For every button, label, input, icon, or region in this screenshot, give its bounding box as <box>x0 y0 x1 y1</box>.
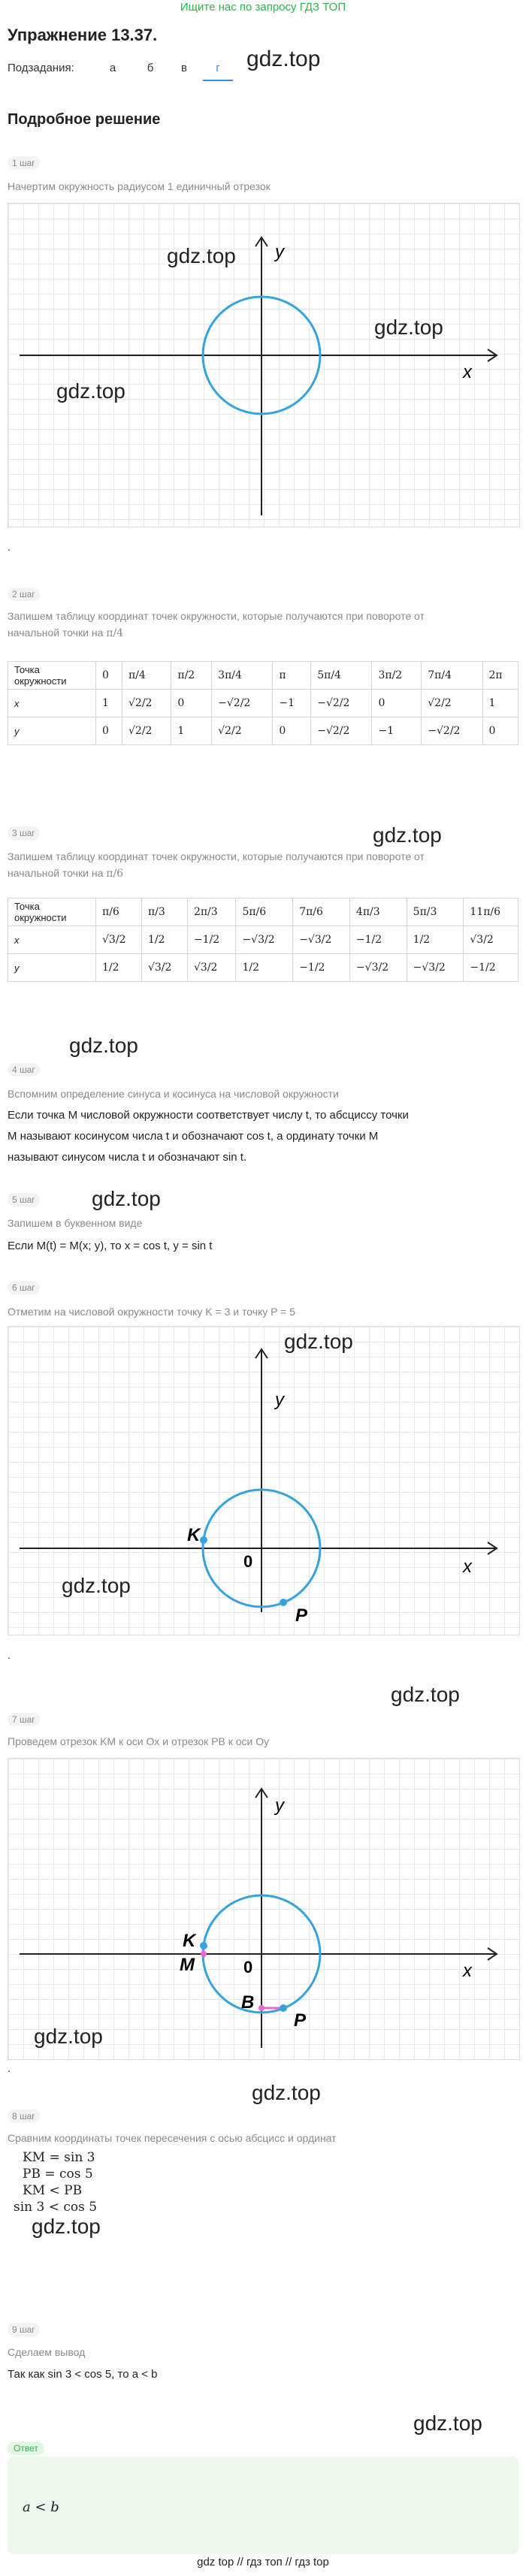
table-cell: −√2/2 <box>422 717 482 745</box>
y-axis-label: y <box>275 1390 284 1410</box>
subtask-tab-b[interactable]: б <box>147 62 154 74</box>
table-cell: 1/2 <box>407 926 464 954</box>
watermark: gdz.top <box>34 2025 103 2048</box>
table-cell: √2/2 <box>422 690 482 717</box>
equation-line: KM < PB <box>23 2183 83 2198</box>
point-p <box>280 1599 287 1606</box>
step-5-body: Если M(t) = M(x; y), то x = cos t, y = sin t <box>8 1240 213 1252</box>
table-cell: −√3/2 <box>236 926 293 954</box>
origin-label: 0 <box>243 1958 253 1977</box>
table-cell: 5π/4 <box>311 662 372 690</box>
table-cell: √2/2 <box>122 717 171 745</box>
table-cell: 1 <box>482 690 518 717</box>
dot-separator: . <box>8 2062 11 2074</box>
watermark: gdz.top <box>69 1034 138 1057</box>
point-p-label: P <box>294 2010 307 2031</box>
table-cell: y <box>8 954 96 982</box>
step-4-body-line2: M называют косинусом числа t и обозначают cos t, а ординату точки M <box>8 1130 379 1143</box>
step-8-badge: 8 шаг <box>8 2109 40 2123</box>
table-cell: −1 <box>273 690 311 717</box>
point-k <box>200 1536 207 1544</box>
table-cell: √3/2 <box>141 954 187 982</box>
x-axis-label: x <box>463 1557 472 1577</box>
table-cell: y <box>8 717 96 745</box>
table-cell: 1/2 <box>236 954 293 982</box>
watermark: gdz.top <box>413 2411 482 2435</box>
step-1-text: Начертим окружность радиусом 1 единичный отрезок <box>8 180 271 192</box>
table-cell: −1 <box>372 717 422 745</box>
table-cell: √3/2 <box>464 926 518 954</box>
circle-graph-3 <box>8 1758 520 2060</box>
circle-graph-3-svg <box>8 1759 519 2059</box>
equation-line: PB = cos 5 <box>23 2167 93 2182</box>
table-cell: 7π/6 <box>293 898 350 926</box>
table-cell: 0 <box>96 662 122 690</box>
table-cell: 1/2 <box>141 926 187 954</box>
section-title: Подробное решение <box>8 111 161 128</box>
point-p <box>280 2004 287 2012</box>
table-cell: −√2/2 <box>311 717 372 745</box>
table-cell: Точка окружности <box>8 662 96 690</box>
table-cell: 3π/2 <box>372 662 422 690</box>
equation-line: KM = sin 3 <box>23 2150 95 2165</box>
subtasks-label: Подзадания: <box>8 62 74 74</box>
table-cell: 1 <box>171 717 212 745</box>
watermark: gdz.top <box>284 1330 353 1353</box>
y-axis-label: y <box>275 242 284 262</box>
x-axis-label: x <box>463 362 472 382</box>
dot-separator: . <box>8 1649 11 1661</box>
table-cell: 2π/3 <box>187 898 236 926</box>
point-m-label: M <box>180 1955 195 1975</box>
search-banner[interactable]: Ищите нас по запросу ГДЗ ТОП <box>180 1 346 14</box>
table-cell: 5π/3 <box>407 898 464 926</box>
step-5-badge: 5 шаг <box>8 1193 40 1206</box>
table-row <box>8 898 518 926</box>
step-9-body: Так как sin 3 < cos 5, то a < b <box>8 2368 158 2381</box>
step-3-badge: 3 шаг <box>8 826 40 840</box>
table-cell: √2/2 <box>212 717 273 745</box>
table-cell: 0 <box>482 717 518 745</box>
step-3-text-line1: Запишем таблицу координат точек окружности, которые получаются при повороте от <box>8 850 425 862</box>
answer-box <box>8 2457 518 2554</box>
x-axis-label: x <box>463 1961 472 1981</box>
step-2-text-line2: начальной точки на π/4 <box>8 627 124 639</box>
subtask-tab-v[interactable]: в <box>181 62 187 74</box>
table-cell: π/2 <box>171 662 212 690</box>
table-row <box>8 662 518 690</box>
watermark: gdz.top <box>374 316 443 339</box>
table-cell: −√3/2 <box>349 954 407 982</box>
step-6-badge: 6 шаг <box>8 1281 40 1294</box>
watermark: gdz.top <box>62 1574 131 1597</box>
page-title: Упражнение 13.37. <box>8 26 158 44</box>
table-row <box>8 954 518 982</box>
footer-links[interactable]: gdz top // гдз топ // гдз top <box>197 2556 329 2568</box>
step-5-text: Запишем в буквенном виде <box>8 1217 143 1229</box>
table-cell: 0 <box>273 717 311 745</box>
table-cell: 4π/3 <box>349 898 407 926</box>
point-k-label: K <box>187 1525 201 1545</box>
point-k <box>200 1942 207 1949</box>
y-axis-label: y <box>275 1795 284 1816</box>
table-cell: −√3/2 <box>293 926 350 954</box>
point-b-label: B <box>241 1992 255 2013</box>
step-9-badge: 9 шаг <box>8 2323 40 2336</box>
table-cell: x <box>8 926 96 954</box>
point-b <box>258 2005 265 2011</box>
coord-table-pi-6 <box>8 898 518 982</box>
step-8-text: Сравним координаты точек пересечения с осью абсцисс и ординат <box>8 2132 337 2144</box>
table-cell: 1/2 <box>96 954 142 982</box>
step-7-text: Проведем отрезок KM к оси Ox и отрезок PB к оси Oy <box>8 1735 270 1747</box>
watermark: gdz.top <box>167 244 236 267</box>
table-row <box>8 690 518 717</box>
table-cell: −1/2 <box>293 954 350 982</box>
table-cell: π/6 <box>96 898 142 926</box>
circle-graph-1 <box>8 203 520 527</box>
table-cell: 7π/4 <box>422 662 482 690</box>
table-cell: −1/2 <box>187 926 236 954</box>
header-watermark: gdz.top <box>246 47 321 71</box>
watermark: gdz.top <box>391 1683 460 1706</box>
table-cell: √3/2 <box>96 926 142 954</box>
table-cell: −1/2 <box>349 926 407 954</box>
step-9-text: Сделаем вывод <box>8 2346 86 2358</box>
table-row <box>8 926 518 954</box>
table-cell: −√3/2 <box>407 954 464 982</box>
step-6-text: Отметим на числовой окружности точку K = 3 и точку P = 5 <box>8 1306 296 1318</box>
answer-text: a < b <box>23 2499 59 2515</box>
table-cell: 5π/6 <box>236 898 293 926</box>
watermark: gdz.top <box>252 2081 321 2104</box>
watermark: gdz.top <box>92 1187 161 1210</box>
origin-label: 0 <box>243 1552 253 1571</box>
table-cell: −√2/2 <box>311 690 372 717</box>
circle-graph-1-svg <box>8 204 519 527</box>
watermark: gdz.top <box>56 379 125 403</box>
point-m <box>201 1951 207 1957</box>
table-cell: 1 <box>96 690 122 717</box>
active-tab-indicator <box>203 80 233 81</box>
equation-line: sin 3 < cos 5 <box>14 2200 98 2215</box>
step-2-badge: 2 шаг <box>8 587 40 601</box>
table-cell: √3/2 <box>187 954 236 982</box>
step-4-body-line1: Если точка M числовой окружности соответствует числу t, то абсциссу точки <box>8 1109 409 1122</box>
table-cell: −√2/2 <box>212 690 273 717</box>
table-cell: 0 <box>171 690 212 717</box>
watermark: gdz.top <box>373 823 442 847</box>
step-3-text-line2: начальной точки на π/6 <box>8 867 124 880</box>
watermark: gdz.top <box>32 2215 101 2238</box>
step-4-body-line3: называют синусом числа t и обозначают sin t. <box>8 1151 247 1164</box>
answer-badge: Ответ <box>8 2442 44 2455</box>
table-cell: √2/2 <box>122 690 171 717</box>
table-cell: x <box>8 690 96 717</box>
table-cell: π/4 <box>122 662 171 690</box>
dot-separator: . <box>8 541 11 553</box>
table-cell: 2π <box>482 662 518 690</box>
table-row <box>8 717 518 745</box>
step-4-text: Вспомним определение синуса и косинуса на числовой окружности <box>8 1088 339 1100</box>
table-cell: 11π/6 <box>464 898 518 926</box>
table-cell: π/3 <box>141 898 187 926</box>
subtask-tab-g[interactable]: г <box>216 62 220 74</box>
coord-table-pi-4 <box>8 661 518 745</box>
table-cell: −1/2 <box>464 954 518 982</box>
step-7-badge: 7 шаг <box>8 1713 40 1726</box>
table-cell: 0 <box>96 717 122 745</box>
step-4-badge: 4 шаг <box>8 1063 40 1077</box>
table-cell: Точка окружности <box>8 898 96 926</box>
subtask-tab-a[interactable]: а <box>109 62 116 74</box>
table-cell: π <box>273 662 311 690</box>
point-k-label: K <box>183 1931 196 1951</box>
table-cell: 0 <box>372 690 422 717</box>
table-cell: 3π/4 <box>212 662 273 690</box>
point-p-label: P <box>295 1605 308 1626</box>
step-1-badge: 1 шаг <box>8 156 40 170</box>
step-2-text-line1: Запишем таблицу координат точек окружности, которые получаются при повороте от <box>8 610 425 622</box>
